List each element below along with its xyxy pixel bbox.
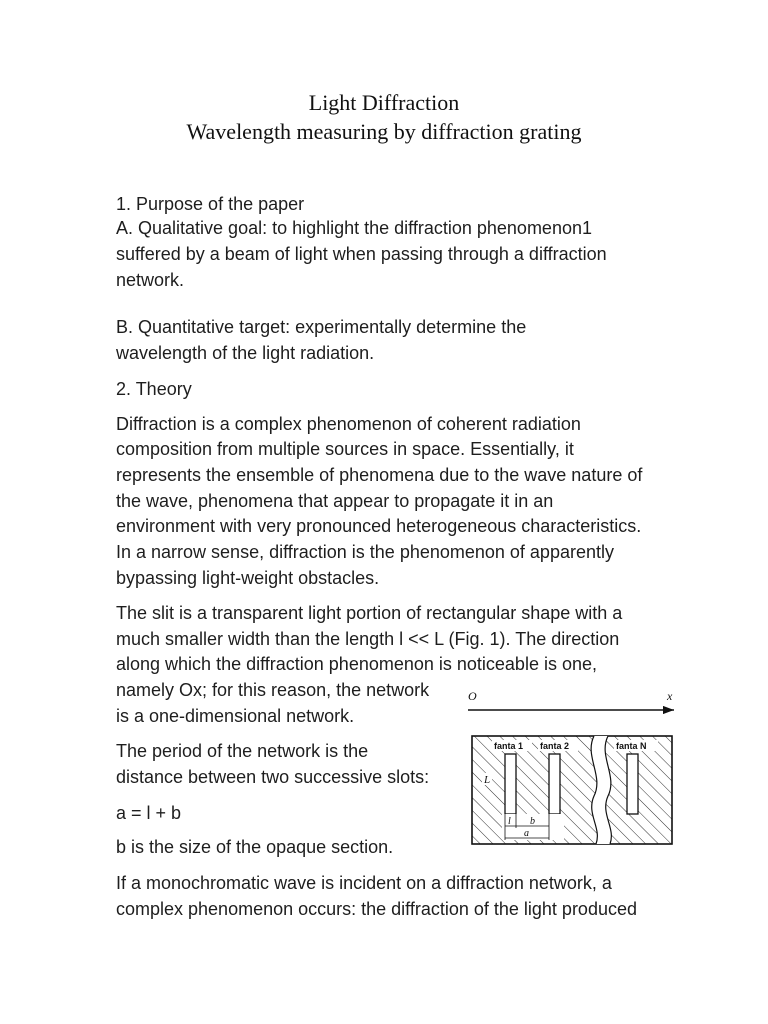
document-title: Light Diffraction [308, 90, 460, 115]
axis-x-label: x [667, 689, 673, 703]
section-heading-theory: 2. Theory [116, 379, 192, 399]
text-line: network. [116, 270, 185, 290]
text-line: environment with very pronounced heterogeneous characteristics. [116, 516, 642, 536]
L-label: L [484, 774, 491, 786]
document-subtitle: Wavelength measuring by diffraction grating [186, 119, 582, 144]
slit-2 [549, 754, 560, 814]
text-line: the wave, phenomena that appear to propagate it in an [116, 491, 554, 511]
text-line: along which the diffraction phenomenon is noticeable is one, [116, 654, 597, 674]
text-line: composition from multiple sources in space. Essentially, it [116, 439, 574, 459]
axis-origin-label: O [468, 689, 477, 703]
text-line: A. Qualitative goal: to highlight the diffraction phenomenon1 [116, 218, 592, 238]
text-line: Diffraction is a complex phenomenon of coherent radiation [116, 414, 581, 434]
text-line: bypassing light-weight obstacles. [116, 568, 380, 588]
text-line: b is the size of the opaque section. [116, 837, 394, 857]
text-line: distance between two successive slots: [116, 767, 430, 787]
text-line: In a narrow sense, diffraction is the phenomenon of apparently [116, 542, 614, 562]
a-label: a [524, 828, 529, 839]
text-line: much smaller width than the length l << L (Fig. 1). The direction [116, 629, 620, 649]
text-line: The slit is a transparent light portion of rectangular shape with a [116, 603, 623, 623]
text-line: B. Quantitative target: experimentally determine the [116, 317, 527, 337]
slit1-label: fanta 1 [494, 741, 524, 751]
slit-1 [505, 754, 516, 814]
diffraction-grating-figure [462, 686, 678, 850]
section-heading-purpose: 1. Purpose of the paper [116, 194, 305, 214]
text-line: suffered by a beam of light when passing through a diffraction [116, 244, 607, 264]
slit2-label: fanta 2 [540, 741, 570, 751]
l-label: l [508, 816, 511, 827]
text-line: namely Ox; for this reason, the network [116, 680, 430, 700]
grating-diagram [462, 686, 678, 850]
text-line: The period of the network is the [116, 741, 369, 761]
text-line: is a one-dimensional network. [116, 706, 355, 726]
slitN-label: fanta N [616, 741, 647, 751]
slit-N [627, 754, 638, 814]
text-line: If a monochromatic wave is incident on a diffraction network, a [116, 873, 612, 893]
text-line: represents the ensemble of phenomena due to the wave nature of [116, 465, 643, 485]
text-line: complex phenomenon occurs: the diffraction of the light produced [116, 899, 637, 919]
text-line: wavelength of the light radiation. [116, 343, 375, 363]
formula-period: a = l + b [116, 803, 182, 823]
b-label: b [530, 816, 535, 827]
